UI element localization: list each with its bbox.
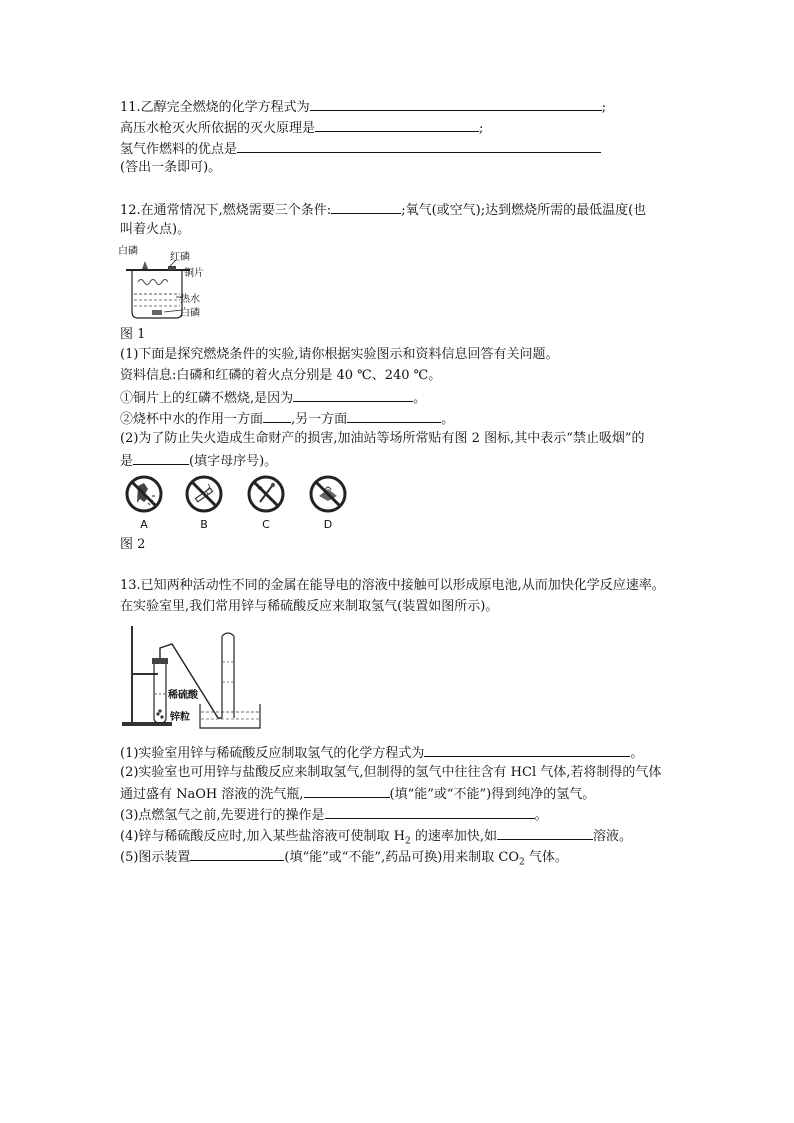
q11-prompt-3: 氢气作燃料的优点是 [120, 142, 238, 157]
q12-p6-prompt-b: (填字母序号)。 [189, 454, 278, 469]
no-matches-icon [246, 474, 286, 514]
q12-p4-punct: 。 [441, 412, 455, 427]
sign-d-letter: D [323, 518, 333, 531]
sign-d [308, 474, 348, 534]
q12-blank-2[interactable] [293, 387, 413, 402]
no-fireworks-icon [124, 474, 164, 514]
q11-punct-1: ; [601, 100, 607, 115]
q12-line1 [120, 199, 646, 221]
red-phosphorus [168, 266, 176, 270]
white-phosphorus-flame [142, 261, 148, 269]
h2-subscript: 2 [405, 836, 411, 847]
figure-2-signs [118, 474, 358, 534]
q13-p4-prompt: (3)点燃氢气之前,先要进行的操作是 [120, 808, 325, 823]
q11-punct-2: ; [479, 121, 484, 136]
sign-c [246, 474, 286, 534]
q13-blank-2[interactable] [304, 783, 390, 798]
no-open-flame-icon [308, 474, 348, 514]
q13-p3 [120, 783, 595, 805]
q13-p3-prompt: 通过盛有 NaOH 溶液的洗气瓶, [120, 787, 304, 802]
q13-line2: 在实验室里,我们常用锌与稀硫酸反应来制取氢气(装置如图所示)。 [120, 599, 499, 614]
apparatus-diagram [118, 622, 268, 732]
no-smoking-icon [184, 474, 224, 514]
q12-p3 [120, 387, 426, 409]
q13-blank-1[interactable] [424, 742, 630, 757]
q12-line2: 叫着火点)。 [120, 222, 191, 237]
q13-p6 [120, 846, 568, 873]
test-tube [154, 662, 166, 723]
q13-p1-prompt: (1)实验室用锌与稀硫酸反应制取氢气的化学方程式为 [120, 746, 425, 761]
zinc-granule [158, 709, 161, 712]
q13-p6-prompt-c: 气体。 [524, 850, 568, 865]
figure-hydrogen-apparatus [118, 622, 268, 732]
water-trough [200, 704, 260, 728]
q11-blank-1[interactable] [310, 96, 602, 111]
sign-c-letter: C [262, 518, 270, 531]
q12-p4 [120, 408, 454, 430]
q13-p6-prompt: (5)图示装置 [120, 850, 191, 865]
label-white-phosphorus-bottom: 白磷 [180, 308, 200, 319]
q12-p4-prompt-b: ,另一方面 [291, 412, 348, 427]
figure-2-caption: 图 2 [120, 537, 146, 552]
label-hot-water: 热水 [180, 294, 200, 305]
stopper [152, 658, 168, 664]
q13-p6-prompt-b: (填“能”或“不能”,药品可换)用来制取 CO [284, 850, 520, 865]
q12-p3-punct: 。 [413, 391, 427, 406]
sign-a-letter: A [140, 518, 148, 531]
q13-p1 [120, 742, 643, 764]
q13-p4-punct: 。 [534, 808, 548, 823]
collecting-tube [222, 633, 234, 718]
q12-p5: (2)为了防止失火造成生命财产的损害,加油站等场所常贴有图 2 图标,其中表示“禁止吸烟”的 [120, 431, 645, 446]
q13-blank-4[interactable] [497, 825, 593, 840]
q12-blank-1[interactable] [331, 199, 401, 214]
sign-b [184, 474, 224, 534]
q13-p2: (2)实验室也可用锌与盐酸反应来制取氢气,但制得的氢气中往往含有 HCl 气体,若将制得的气体 [120, 765, 662, 780]
q11-prompt-2: 高压水枪灭火所依据的灭火原理是 [120, 121, 316, 136]
q13-p1-punct: 。 [630, 746, 644, 761]
q12-prompt-1: 12.在通常情况下,燃烧需要三个条件: [120, 203, 332, 218]
figure-1-combustion-experiment [118, 242, 208, 322]
delivery-tube [160, 644, 222, 718]
q11-line2 [120, 117, 483, 139]
q13-blank-3[interactable] [325, 804, 535, 819]
label-red-phosphorus: 红磷 [170, 252, 190, 263]
q13-p4 [120, 804, 548, 826]
q11-line3 [120, 138, 601, 160]
stand-base [122, 722, 172, 726]
q12-p4-prompt: ②烧杯中水的作用一方面 [120, 412, 264, 427]
sign-b-letter: B [200, 518, 208, 531]
co2-subscript: 2 [519, 857, 525, 868]
q11-prompt-1: 11.乙醇完全燃烧的化学方程式为 [120, 100, 310, 115]
q11-blank-2[interactable] [315, 117, 479, 132]
q12-blank-3[interactable] [263, 408, 291, 423]
q13-p5-prompt: (4)锌与稀硫酸反应时,加入某些盐溶液可使制取 H [120, 829, 406, 844]
q13-p3-prompt-b: (填“能”或“不能”)得到纯净的氢气。 [389, 787, 596, 802]
q11-line1 [120, 96, 606, 118]
label-copper: 铜片 [184, 268, 204, 279]
q12-prompt-1b: ;氧气(或空气);达到燃烧所需的最低温度(也 [401, 203, 647, 218]
q12-p3-prompt: ①铜片上的红磷不燃烧,是因为 [120, 391, 294, 406]
label-white-phosphorus-top: 白磷 [118, 246, 138, 257]
steam-lines [138, 280, 168, 285]
figure-1-caption: 图 1 [120, 327, 146, 342]
q11-line4: (答出一条即可)。 [120, 160, 222, 175]
q12-blank-5[interactable] [133, 450, 189, 465]
label-zinc-granules: 锌粒 [170, 712, 190, 723]
q13-p5-prompt-b: 的速率加快,如 [410, 829, 498, 844]
zinc-granule [160, 715, 163, 718]
label-dilute-sulfuric-acid: 稀硫酸 [168, 690, 198, 701]
white-phosphorus-underwater [152, 310, 162, 315]
q13-blank-5[interactable] [190, 846, 284, 861]
sign-a [124, 474, 164, 534]
q12-blank-4[interactable] [347, 408, 441, 423]
zinc-granule [156, 712, 159, 715]
q13-p5-prompt-c: 溶液。 [593, 829, 633, 844]
q12-p1: (1)下面是探究燃烧条件的实验,请你根据实验图示和资料信息回答有关问题。 [120, 347, 559, 362]
q12-p2: 资料信息:白磷和红磷的着火点分别是 40 ℃、240 ℃。 [120, 368, 442, 383]
q13-line1: 13.已知两种活动性不同的金属在能导电的溶液中接触可以形成原电池,从而加快化学反应速率。 [120, 578, 665, 593]
q11-blank-3[interactable] [237, 138, 601, 153]
q12-p6-prompt: 是 [120, 454, 134, 469]
q12-p6 [120, 450, 277, 472]
